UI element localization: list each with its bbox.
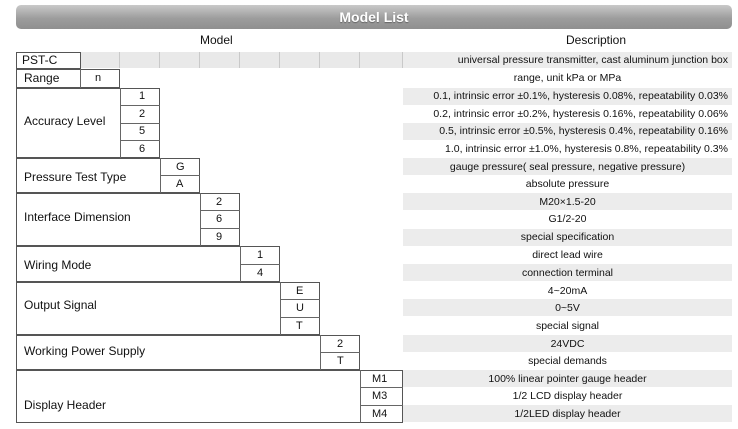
interface-label: Interface Dimension — [24, 210, 131, 224]
power-code-2: 2 — [337, 338, 344, 350]
wiring-code-4: 4 — [257, 267, 264, 279]
pst-code: PST-C — [22, 53, 58, 67]
pst-desc: universal pressure transmitter, cast aluminum junction box — [457, 54, 728, 66]
pressure-label: Pressure Test Type — [24, 170, 127, 184]
accuracy-code-1: 1 — [139, 90, 146, 102]
wiring-code-1: 1 — [257, 249, 264, 261]
interface-code-9: 9 — [216, 231, 223, 243]
output-desc-e: 4~20mA — [547, 285, 588, 297]
output-desc-t: special signal — [535, 320, 600, 332]
power-label: Working Power Supply — [24, 344, 146, 358]
display-label: Display Header — [24, 398, 107, 412]
accuracy-code-5: 5 — [139, 125, 146, 137]
pressure-desc-a: absolute pressure — [525, 178, 610, 190]
display-desc-m3: 1/2 LCD display header — [512, 390, 623, 402]
accuracy-code-6: 6 — [139, 143, 146, 155]
interface-desc-9: special specification — [520, 231, 615, 243]
output-desc-u: 0~5V — [555, 302, 580, 314]
pressure-desc-g: gauge pressure( seal pressure, negative pressure) — [449, 161, 686, 173]
output-code-e: E — [296, 285, 304, 297]
range-label: Range — [24, 71, 60, 85]
output-label: Output Signal — [24, 298, 97, 312]
output-code-t: T — [296, 320, 303, 332]
power-desc-2: 24VDC — [550, 338, 585, 350]
model-column-header: Model — [200, 33, 233, 47]
accuracy-desc-2: 0.2, intrinsic error ±0.2%, hysteresis 0.16%, repeatability 0.06% — [433, 108, 728, 120]
wiring-desc-1: direct lead wire — [532, 249, 603, 261]
interface-desc-6: G1/2-20 — [548, 213, 587, 225]
pressure-code-g: G — [176, 161, 185, 173]
power-code-t: T — [337, 355, 344, 367]
accuracy-code-2: 2 — [139, 108, 146, 120]
accuracy-desc-5: 0.5, intrinsic error ±0.5%, hysteresis 0.4%, repeatability 0.16% — [439, 125, 728, 137]
interface-code-2: 2 — [216, 196, 223, 208]
description-column-header: Description — [566, 33, 627, 47]
interface-code-6: 6 — [216, 213, 223, 225]
display-desc-m4: 1/2LED display header — [514, 408, 621, 420]
power-desc-t: special demands — [528, 355, 607, 367]
accuracy-desc-1: 0.1, intrinsic error ±0.1%, hysteresis 0.08%, repeatability 0.03% — [433, 90, 728, 102]
accuracy-desc-6: 1.0, intrinsic error ±1.0%, hysteresis 0.8%, repeatability 0.3% — [445, 143, 728, 155]
range-code: n — [95, 72, 102, 84]
display-code-m3: M3 — [372, 390, 388, 402]
range-desc: range, unit kPa or MPa — [513, 72, 622, 84]
output-code-u: U — [296, 302, 304, 314]
display-code-m4: M4 — [372, 408, 388, 420]
display-desc-m1: 100% linear pointer gauge header — [488, 373, 647, 385]
display-code-m1: M1 — [372, 373, 388, 385]
pressure-code-a: A — [176, 178, 184, 190]
display-box — [16, 370, 403, 423]
interface-desc-2: M20×1.5-20 — [539, 196, 596, 208]
wiring-desc-4: connection terminal — [521, 267, 614, 279]
accuracy-label: Accuracy Level — [24, 114, 106, 128]
wiring-label: Wiring Mode — [24, 258, 92, 272]
title-banner: Model List — [16, 5, 732, 29]
